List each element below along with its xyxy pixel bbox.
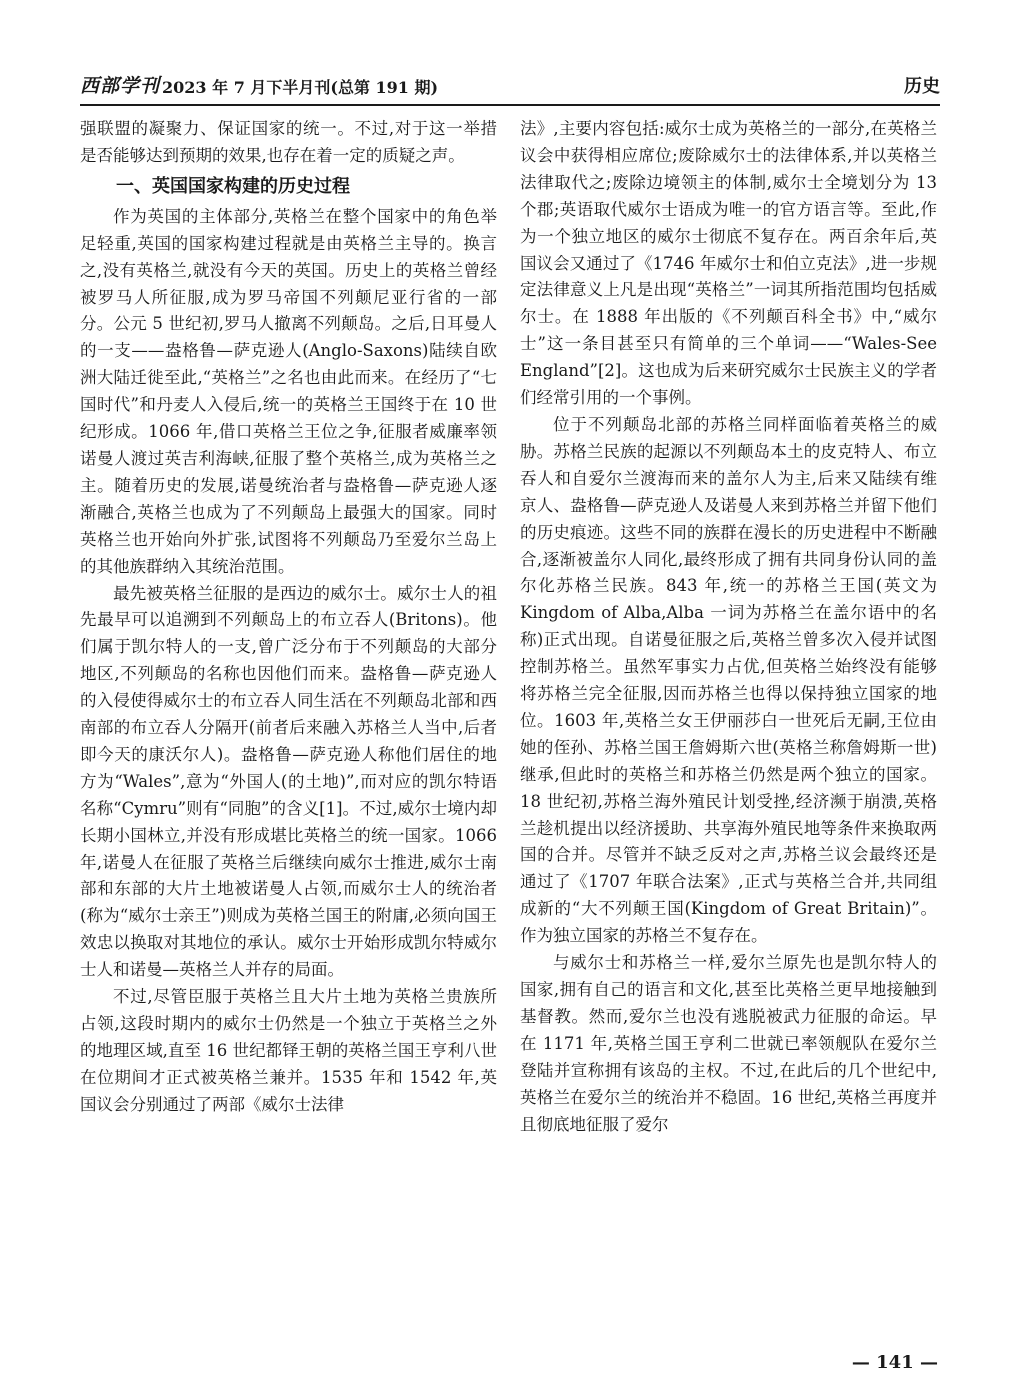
paragraph: 作为英国的主体部分,英格兰在整个国家中的角色举足轻重,英国的国家构建过程就是由英格兰主导的。换言之,没有英格兰,就没有今天的英国。历史上的英格兰曾经被罗马人所征服,成为罗马帝国不列颠尼亚行省的一部分。公元 5 世纪初,罗马人撤离不列颠岛。之后,日耳曼人的一支——盎格鲁—萨克逊人(Anglo-Saxons)陆续自欧洲大陆迁徙至此,“英格兰”之名也由此而来。在经历了“七国时代”和丹麦人入侵后,统一的英格兰王国终于在 10 世纪形成。1066 年,借口英格兰王位之争,征服者威廉率领诺曼人渡过英吉利海峡,征服了整个英格兰,成为英格兰之主。随着历史的发展,诺曼统治者与盎格鲁—萨克逊人逐渐融合,英格兰也成为了不列颠岛上最强大的国家。同时英格兰也开始向外扩张,试图将不列颠岛乃至爱尔兰岛上的其他族群纳入其统治范围。 [80,206,497,576]
left-column [80,116,497,1324]
section-name: 历史 [904,76,940,97]
header-rule [80,104,940,106]
right-column [520,116,937,1324]
paragraph-continuation: 法》,主要内容包括:威尔士成为英格兰的一部分,在英格兰议会中获得相应席位;废除威尔士的法律体系,并以英格兰法律取代之;废除边境领主的体制,威尔士全境划分为 13 个郡;英语取代威尔士语成为唯一的官方语言等。至此,作为一个独立地区的威尔士彻底不复存在。两百余年后,英国议会又通过了《1746 年威尔士和伯立克法》,进一步规定法律意义上凡是出现“英格兰”一词其所指范围均包括威尔士。在 1888 年出版的《不列颠百科全书》中,“威尔士”这一条目甚至只有简单的三个单词——“Wales-See England”[2]。这也成为后来研究威尔士民族主义的学者们经常引用的一个事例。 [520,119,937,408]
paragraph-continuation: 强联盟的凝聚力、保证国家的统一。不过,对于这一举措是否能够达到预期的效果,也存在着一定的质疑之声。 [80,119,497,165]
paragraph: 最先被英格兰征服的是西边的威尔士。威尔士人的祖先最早可以追溯到不列颠岛上的布立吞人(Britons)。他们属于凯尔特人的一支,曾广泛分布于不列颠岛的大部分地区,不列颠岛的名称也因他们而来。盎格鲁—萨克逊人的入侵使得威尔士的布立吞人同生活在不列颠岛北部和西南部的布立吞人分隔开(前者后来融入苏格兰人当中,后者即今天的康沃尔人)。盎格鲁—萨克逊人称他们居住的地方为“Wales”,意为“外国人(的土地)”,而对应的凯尔特语名称“Cymru”则有“同胞”的含义[1]。不过,威尔士境内却长期小国林立,并没有形成堪比英格兰的统一国家。1066 年,诺曼人在征服了英格兰后继续向威尔士推进,威尔士南部和东部的大片土地被诺曼人占领,而威尔士人的统治者(称为“威尔士亲王”)则成为英格兰国王的附庸,必须向国王效忠以换取对其地位的承认。威尔士开始形成凯尔特威尔士人和诺曼—英格兰人并存的局面。 [80,583,497,980]
paragraph: 不过,尽管臣服于英格兰且大片土地为英格兰贵族所占领,这段时期内的威尔士仍然是一个独立于英格兰之外的地理区域,直至 16 世纪都铎王朝的英格兰国王亨利八世在位期间才正式被英格兰兼并。1535 年和 1542 年,英国议会分别通过了两部《威尔士法律 [80,987,497,1114]
paragraph: 位于不列颠岛北部的苏格兰同样面临着英格兰的威胁。苏格兰民族的起源以不列颠岛本土的皮克特人、布立吞人和自爱尔兰渡海而来的盖尔人为主,后来又陆续有维京人、盎格鲁—萨克逊人及诺曼人来到苏格兰并留下他们的历史痕迹。这些不同的族群在漫长的历史进程中不断融合,逐渐被盖尔人同化,最终形成了拥有共同身份认同的盖尔化苏格兰民族。843 年,统一的苏格兰王国(英文为 Kingdom of Alba,Alba 一词为苏格兰在盖尔语中的名称)正式出现。自诺曼征服之后,英格兰曾多次入侵并试图控制苏格兰。虽然军事实力占优,但英格兰始终没有能够将苏格兰完全征服,因而苏格兰也得以保持独立国家的地位。1603 年,英格兰女王伊丽莎白一世死后无嗣,王位由她的侄孙、苏格兰国王詹姆斯六世(英格兰称詹姆斯一世)继承,但此时的英格兰和苏格兰仍然是两个独立的国家。18 世纪初,苏格兰海外殖民计划受挫,经济濒于崩溃,英格兰趁机提出以经济援助、共享海外殖民地等条件来换取两国的合并。尽管并不缺乏反对之声,苏格兰议会最终还是通过了《1707 年联合法案》,正式与英格兰合并,共同组成新的“大不列颠王国(Kingdom of Great Britain)”。作为独立国家的苏格兰不复存在。 [520,414,937,946]
page-number: — 141 — [851,1352,938,1373]
header-journal-info [80,71,438,98]
section-heading: 一、英国国家构建的历史过程 [116,175,350,197]
journal-logo: 西部学刊 [80,75,161,97]
running-header [80,72,940,98]
paragraph: 与威尔士和苏格兰一样,爱尔兰原先也是凯尔特人的国家,拥有自己的语言和文化,甚至比英格兰更早地接触到基督教。然而,爱尔兰也没有逃脱被武力征服的命运。早在 1171 年,英格兰国王亨利二世就已率领舰队在爱尔兰登陆并宣称拥有该岛的主权。不过,在此后的几个世纪中,英格兰在爱尔兰的统治并不稳固。16 世纪,英格兰再度并且彻底地征服了爱尔 [520,953,937,1134]
issue-info: 2023 年 7 月下半月刊(总第 191 期) [162,78,439,97]
